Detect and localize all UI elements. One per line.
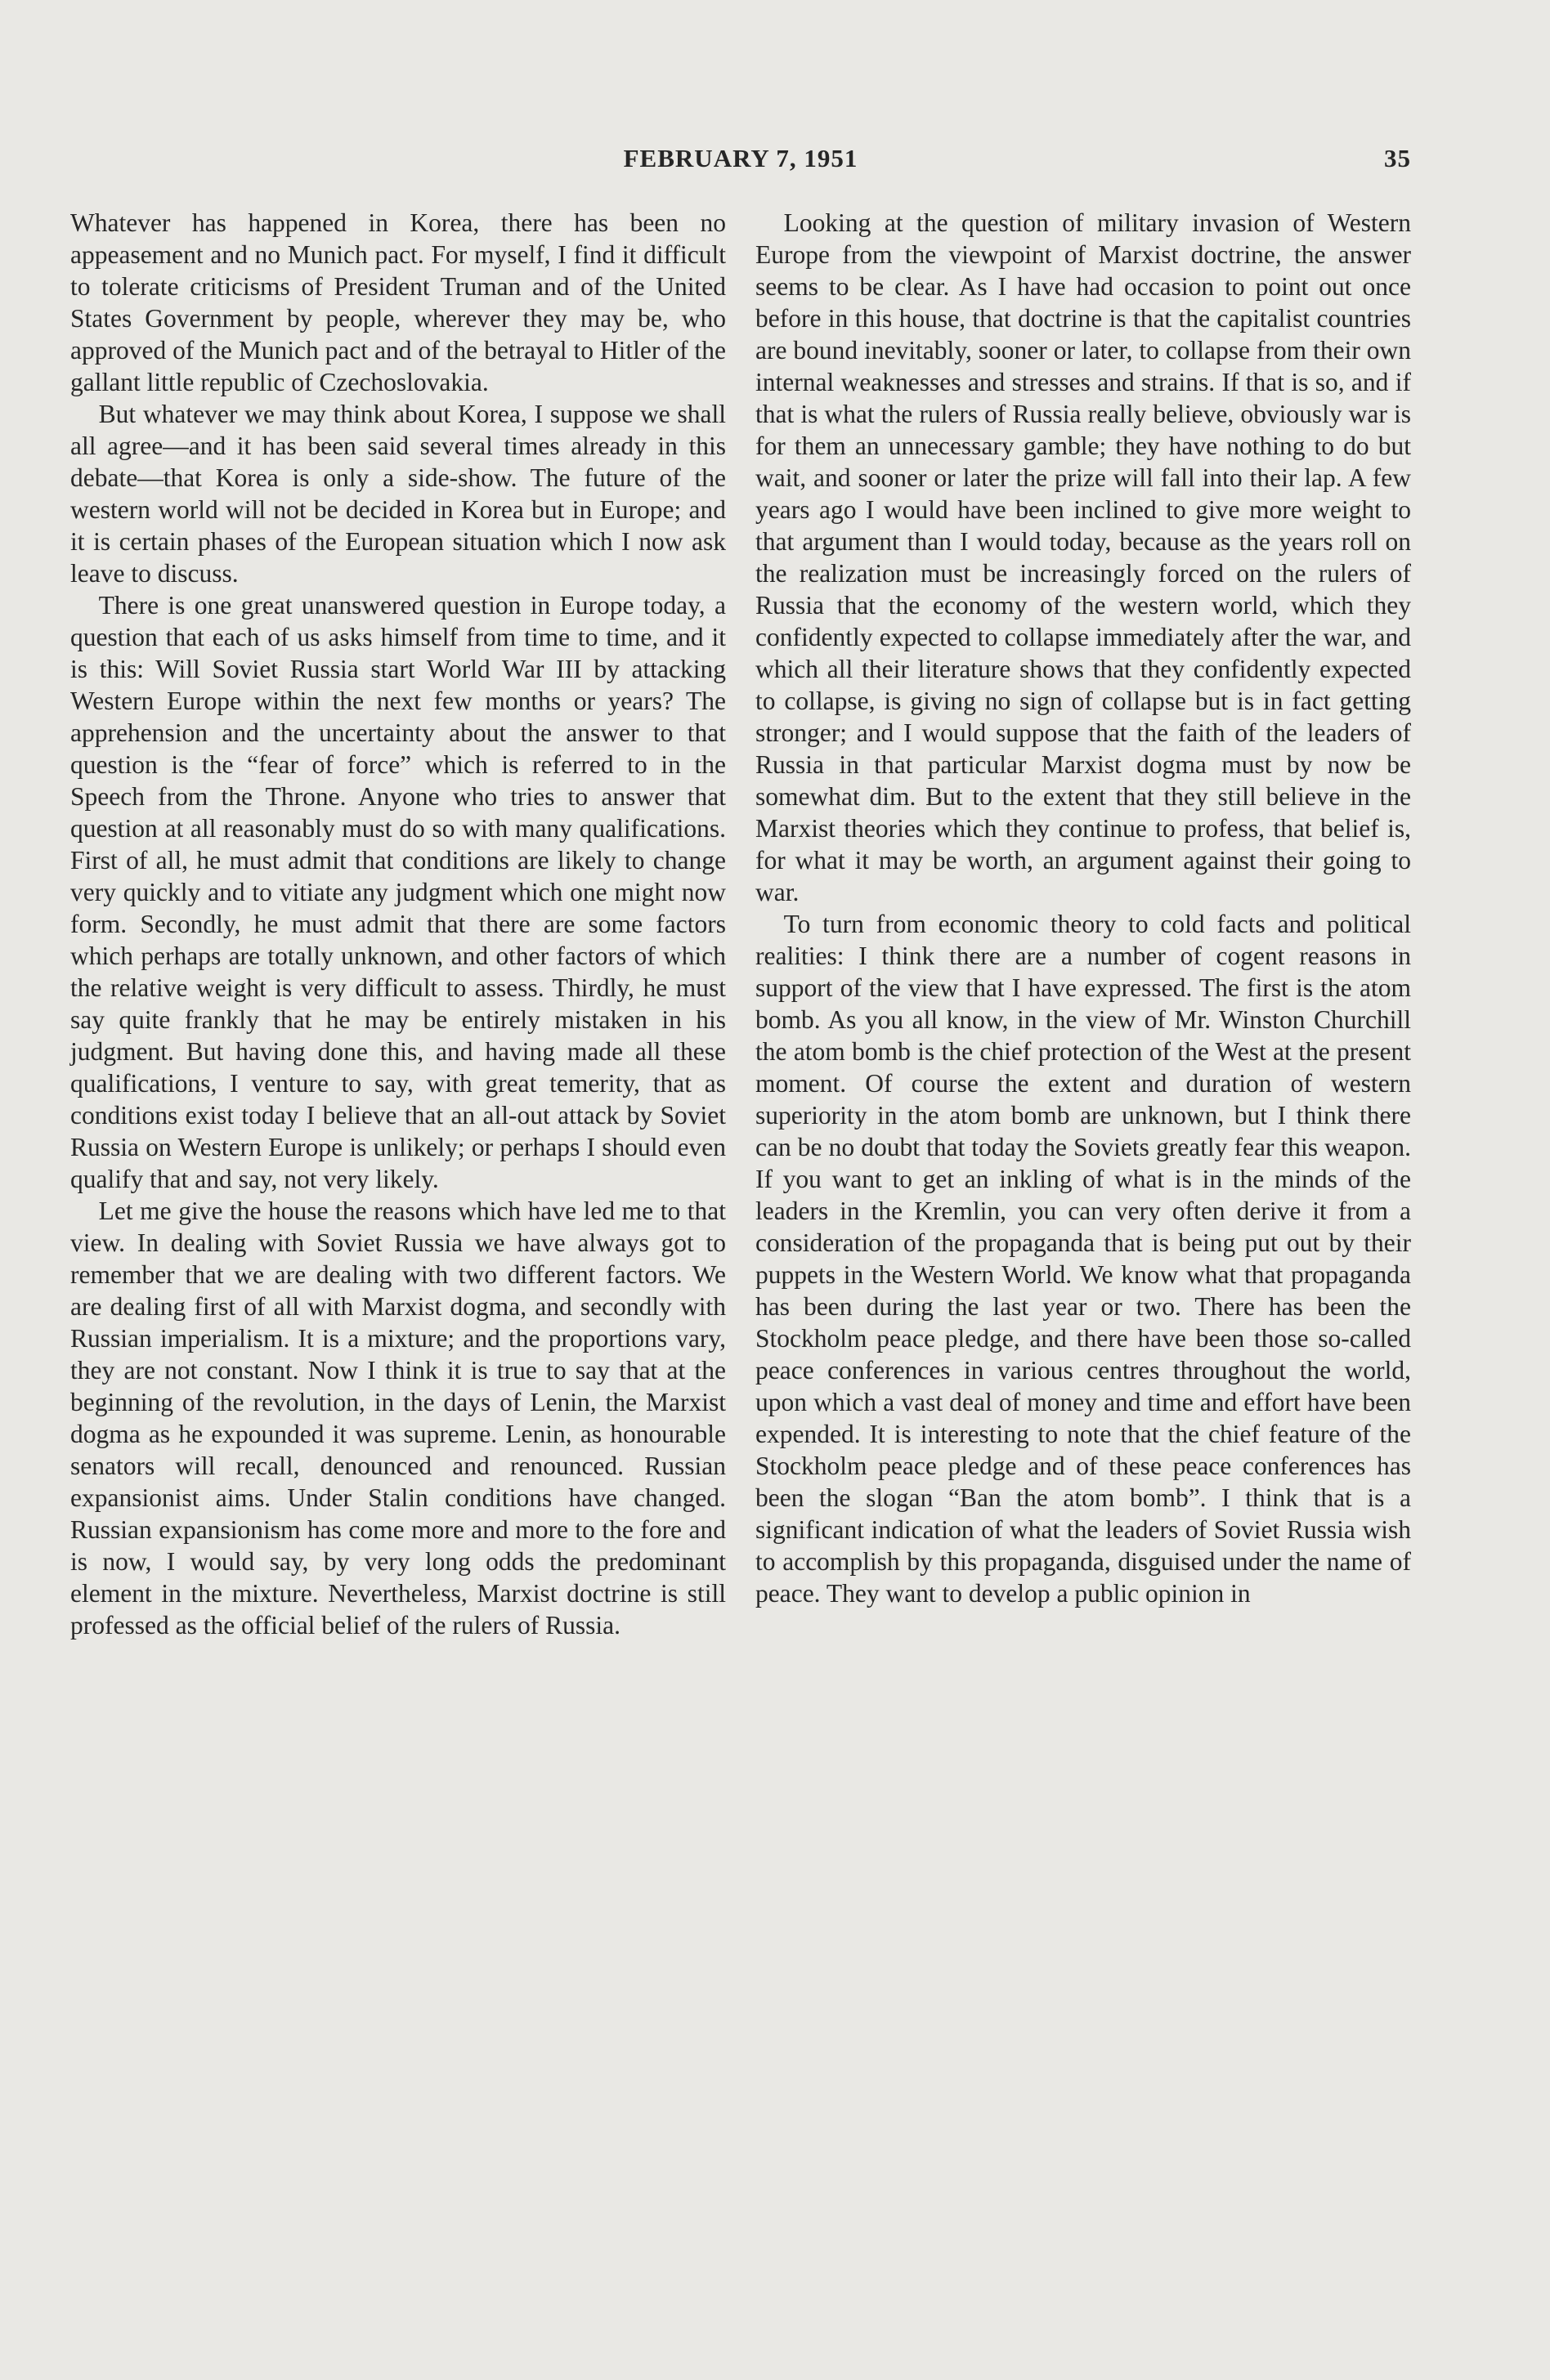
paragraph: Looking at the question of military invasion of Western Europe from the viewpoint of Marxist doctrine, the answer seems to be clear. As I have had occasion to point out once before in this house, that doctrine is that the capitalist countries are bound inevitably, sooner or later, to collapse from their own internal weaknesses and stresses and strains. If that is so, and if that is what the rulers of Russia really believe, obviously war is for them an unnecessary gamble; they have nothing to do but wait, and sooner or later the prize will fall into their lap. A few years ago I would have been inclined to give more weight to that argument than I would today, because as the years roll on the realization must be increasingly forced on the rulers of Russia that the economy of the western world, which they confidently expected to collapse immediately after the war, and which all their literature shows that they confidently expected to collapse, is giving no sign of collapse but is in fact getting stronger; and I would suppose that the faith of the leaders of Russia in that particular Marxist dogma must by now be somewhat dim. But to the extent that they still believe in the Marxist theories which they continue to profess, that belief is, for what it may be worth, an argument against their going to war. bbox=[755, 208, 1411, 906]
paragraph: Let me give the house the reasons which have led me to that view. In dealing with Soviet Russia we have always got to remember that we are dealing with two different factors. We are dealing first of all with Marxist dogma, and secondly with Russian imperialism. It is a mixture; and the proportions vary, they are not constant. Now I think it is true to say that at the beginning of the revolution, in the days of Lenin, the Marxist dogma as he expounded it was supreme. Lenin, as honourable senators will recall, denounced and renounced. Russian expansionist aims. Under Stalin conditions have changed. Russian expansionism has come more and more to the fore and is now, I would say, by very long odds the predominant element in the mixture. Nevertheless, Marxist doctrine is still professed as the official belief of the rulers of Russia. bbox=[70, 1197, 726, 1640]
paragraph: To turn from economic theory to cold facts and political realities: I think there are a number of cogent reasons in support of the view that I have expressed. The first is the atom bomb. As you all know, in the view of Mr. Winston Churchill the atom bomb is the chief protection of the West at the present moment. Of course the extent and duration of western superiority in the atom bomb are unknown, but I think there can be no doubt that today the Soviets greatly fear this weapon. If you want to get an inkling of what is in the minds of the leaders in the Kremlin, you can very often derive it from a consideration of the propaganda that is being put out by their puppets in the Western World. We know what that propaganda has been during the last year or two. There has been the Stockholm peace pledge, and there have been those so-called peace conferences in various centres throughout the world, upon which a vast deal of money and time and effort have been expended. It is interesting to note that the chief feature of the Stockholm peace pledge and of these peace conferences has been the slogan “Ban the atom bomb”. I think that is a significant indication of what the leaders of Soviet Russia wish to accomplish by this propaganda, disguised under the name of peace. They want to develop a public opinion in bbox=[755, 910, 1411, 1608]
page-number: 35 bbox=[1384, 144, 1411, 172]
paragraph: There is one great unanswered question in Europe today, a question that each of us asks himself from time to time, and it is this: Will Soviet Russia start World War III by attacking Western Europe within the next few months or years? The apprehension and the uncertainty about the answer to that question is the “fear of force” which is referred to in the Speech from the Throne. Anyone who tries to answer that question at all reasonably must do so with many qualifications. First of all, he must admit that conditions are likely to change very quickly and to vitiate any judgment which one might now form. Secondly, he must admit that there are some factors which perhaps are totally unknown, and other factors of which the relative weight is very difficult to assess. Thirdly, he must say quite frankly that he may be entirely mistaken in his judgment. But having done this, and having made all these qualifications, I venture to say, with great temerity, that as conditions exist today I believe that an all-out attack by Soviet Russia on Western Europe is unlikely; or perhaps I should even qualify that and say, not very likely. bbox=[70, 591, 726, 1193]
paragraph: Whatever has happened in Korea, there has been no appeasement and no Munich pact. For myself, I find it difficult to tolerate criticisms of President Truman and of the United States Government by people, wherever they may be, who approved of the Munich pact and of the betrayal to Hitler of the gallant little republic of Czechoslovakia. bbox=[70, 208, 726, 396]
paragraph: But whatever we may think about Korea, I suppose we shall all agree—and it has been said several times already in this debate—that Korea is only a side-show. The future of the western world will not be decided in Korea but in Europe; and it is certain phases of the European situation which I now ask leave to discuss. bbox=[70, 400, 726, 588]
left-column bbox=[70, 207, 726, 1641]
running-header bbox=[70, 144, 1411, 177]
header-date: FEBRUARY 7, 1951 bbox=[623, 144, 858, 172]
right-column bbox=[755, 207, 1411, 1609]
